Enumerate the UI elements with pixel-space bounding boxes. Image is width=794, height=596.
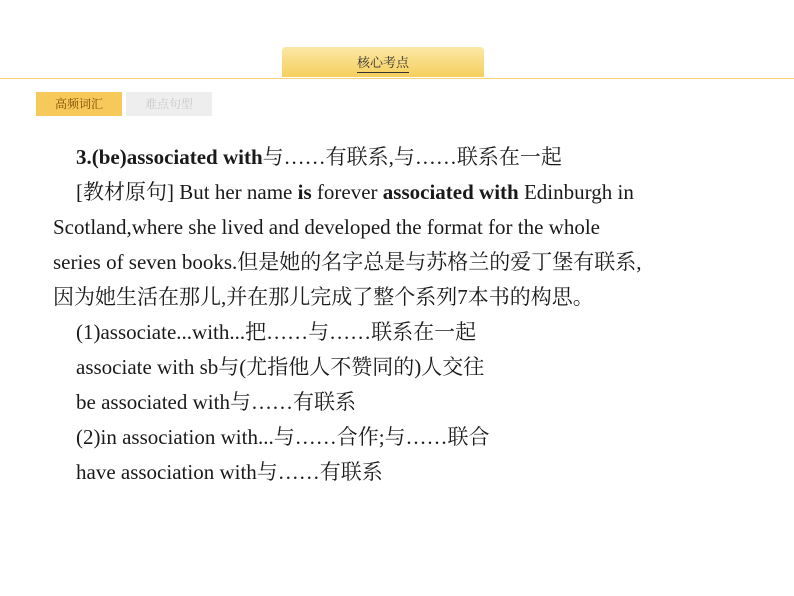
example-line-1: [教材原句] But her name is forever associated with Edinburgh in: [76, 180, 634, 204]
heading-meaning: 与……有联系,与……联系在一起: [262, 145, 562, 169]
example-line-2: Scotland,where she lived and developed the format for the whole: [53, 215, 600, 239]
example-line-4: 因为她生活在那儿,并在那儿完成了整个系列7本书的构思。: [53, 285, 594, 309]
usage-item: associate with sb与(尤指他人不赞同的)人交往: [76, 355, 485, 379]
header-divider: [0, 78, 794, 79]
usage-item: (2)in association with...与……合作;与……联合: [76, 425, 490, 449]
section-header-title: 核心考点: [356, 56, 409, 71]
usage-item: be associated with与……有联系: [76, 390, 356, 414]
section-header-tab: [282, 47, 484, 77]
lesson-heading: [53, 140, 753, 175]
usage-item: (1)associate...with...把……与……联系在一起: [76, 320, 477, 344]
lesson-content: [53, 140, 753, 490]
heading-phrase: 3.(be)associated with: [76, 145, 263, 169]
example-line-3: series of seven books.但是她的名字总是与苏格兰的爱丁堡有联系,: [53, 250, 642, 274]
tab-high-frequency-vocabulary[interactable]: 高频词汇: [36, 92, 122, 116]
usage-item: have association with与……有联系: [76, 460, 383, 484]
example-tag: [教材原句]: [76, 180, 174, 204]
tab-difficult-sentences[interactable]: 难点句型: [126, 92, 212, 116]
